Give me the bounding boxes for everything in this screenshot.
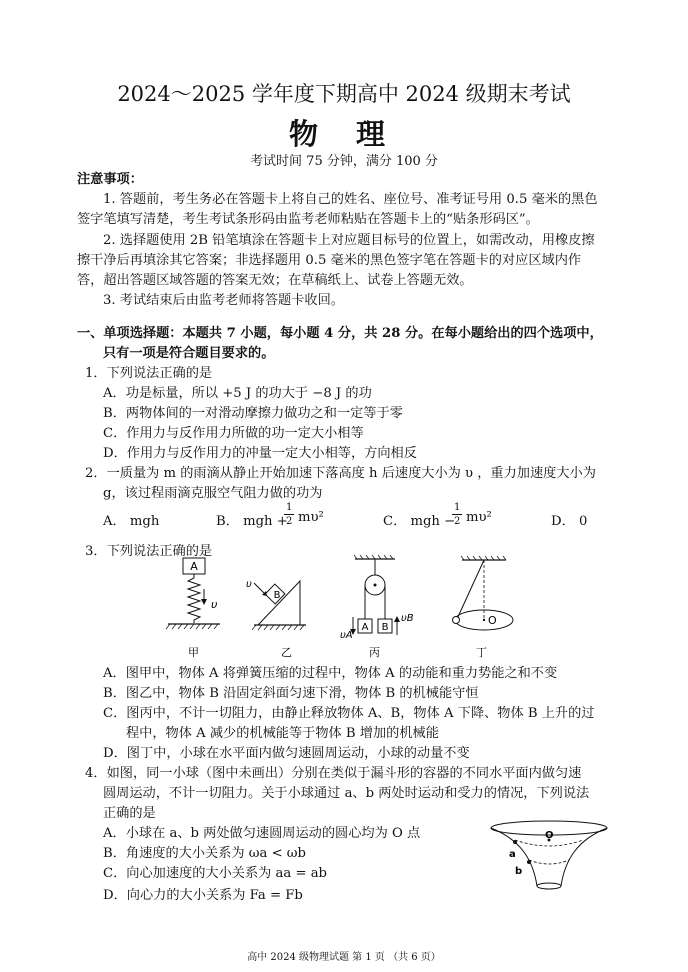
figure-caption: 丙	[369, 646, 380, 659]
section-heading-cont: 只有一项是符合题目要求的。	[103, 346, 275, 361]
q2-option-b-post: mυ²	[298, 510, 324, 525]
q2-option-d: D． 0	[551, 514, 588, 529]
q4-option-b: B．角速度的大小关系为 ωa < ωb	[103, 846, 307, 861]
q1-option-a: A．功是标量，所以 +5 J 的功大于 −8 J 的功	[103, 386, 372, 401]
q3-option-c-cont: 程中，物体 A 减少的机械能等于物体 B 增加的机械能	[126, 726, 439, 741]
exam-time-info: 考试时间 75 分钟，满分 100 分	[250, 154, 438, 169]
pulley-axle	[374, 584, 377, 587]
notice-heading: 注意事项：	[77, 172, 143, 187]
block-b-label: B	[381, 622, 389, 633]
notice-line: 擦干净后再填涂其它答案；非选择题用 0.5 毫米的黑色签字笔在答题卡的对应区域内作	[77, 253, 582, 268]
q1-stem: 1．下列说法正确的是	[85, 366, 213, 381]
q3-option-c: C．图丙中，不计一切阻力，由静止释放物体 A、B，物体 A 下降、物体 B 上升的过	[103, 706, 595, 721]
q2-option-c-pre: C． mgh −	[383, 514, 456, 529]
q2-fraction-numerator: 1	[286, 502, 293, 513]
center-label: O	[545, 830, 554, 841]
ground-hatch	[252, 625, 304, 630]
section-heading: 一、单项选择题：本题共 7 小题，每小题 4 分，共 28 分。在每小题给出的四个选项中，	[77, 326, 603, 341]
q1-option-c: C．作用力与反作用力所做的功一定大小相等	[103, 426, 364, 441]
exam-title: 2024～2025 学年度下期高中 2024 级期末考试	[117, 82, 571, 106]
notice-line: 答，超出答题区域答题的答案无效；在草稿纸上、试卷上答题无效。	[77, 273, 473, 288]
q4-option-c: C．向心加速度的大小关系为 aa = ab	[103, 866, 327, 881]
notice-line: 3. 考试结束后由监考老师将答题卡收回。	[103, 293, 344, 308]
notice-line: 2. 选择题使用 2B 铅笔填涂在答题卡上对应题目标号的位置上，如需改动，用橡皮擦	[103, 233, 595, 248]
q3-option-d: D．图丁中，小球在水平面内做匀速圆周运动，小球的动量不变	[103, 746, 470, 761]
figure-jia	[166, 558, 220, 659]
q4-stem-cont: 正确的是	[103, 806, 156, 821]
figure-caption: 甲	[188, 646, 199, 659]
q4-funnel-figure	[485, 818, 625, 898]
point-a-label: a	[509, 849, 516, 860]
arrow-head-icon	[201, 599, 207, 605]
q3-figures	[150, 553, 530, 663]
q2-stem-cont: g，该过程雨滴克服空气阻力做的功为	[103, 486, 323, 501]
figure-yi	[246, 579, 306, 659]
velocity-b-label: υB	[401, 613, 414, 624]
q2-fraction-denominator: 2	[286, 516, 293, 527]
figure-caption: 丁	[476, 646, 487, 659]
q1-option-d: D．作用力与反作用力的冲量一定大小相等，方向相反	[103, 446, 417, 461]
point-a	[513, 840, 517, 844]
point-b	[527, 860, 531, 864]
velocity-label: υ	[246, 579, 252, 590]
velocity-label: υ	[211, 598, 218, 611]
subject-title: 物 理	[288, 117, 400, 151]
center-point	[483, 619, 485, 621]
ball	[453, 617, 460, 624]
q4-option-a: A．小球在 a、b 两处做匀速圆周运动的圆心均为 O 点	[103, 826, 421, 841]
q1-option-b: B．两物体间的一对滑动摩擦力做功之和一定等于零	[103, 406, 403, 421]
q2-option-b-pre: B． mgh +	[216, 514, 288, 529]
q3-stem: 3．下列说法正确的是	[85, 544, 213, 559]
spring	[188, 574, 200, 623]
arrow-head-icon	[394, 616, 400, 622]
velocity-a-label: υA	[340, 630, 353, 641]
funnel-wall-right	[561, 828, 607, 886]
block-a-label: A	[190, 560, 198, 573]
point-b-label: b	[515, 866, 523, 877]
ground-hatch	[166, 624, 218, 629]
block-a-label: A	[361, 622, 369, 633]
q2-stem: 2．一质量为 m 的雨滴从静止开始加速下落高度 h 后速度大小为 υ ，重力加速度大小为	[85, 466, 596, 481]
q3-option-a: A．图甲中，物体 A 将弹簧压缩的过程中，物体 A 的动能和重力势能之和不变	[103, 666, 558, 681]
figure-bing	[340, 555, 414, 659]
q2-option-c-post: mυ²	[466, 510, 492, 525]
notice-line: 签字笔填写清楚，考生考试条形码由监考老师粘贴在答题卡上的“贴条形码区”。	[77, 212, 539, 227]
q4-stem: 4．如图，同一小球（图中未画出）分别在类似于漏斗形的容器的不同水平面内做匀速	[85, 766, 582, 781]
center-label: O	[488, 614, 497, 627]
q2-fraction-numerator: 1	[454, 502, 461, 513]
figure-ding	[453, 556, 514, 659]
q2-option-a: A． mgh	[103, 514, 160, 529]
q3-option-b: B．图乙中，物体 B 沿固定斜面匀速下滑，物体 B 的机械能守恒	[103, 686, 479, 701]
funnel-bottom	[537, 883, 561, 889]
page-footer: 高中 2024 级物理试题 第 1 页 （共 6 页）	[247, 952, 441, 963]
notice-line: 1. 答题前，考生务必在答题卡上将自己的姓名、座位号、准考证号用 0.5 毫米的黑色	[103, 192, 598, 207]
block-b-label: B	[273, 590, 281, 601]
fraction-bar	[284, 514, 294, 515]
q4-stem-cont: 圆周运动，不计一切阻力。关于小球通过 a、b 两处时运动和受力的情况，下列说法	[103, 786, 590, 801]
q4-option-d: D．向心力的大小关系为 Fa = Fb	[103, 888, 303, 903]
orbit-b	[529, 860, 569, 864]
figure-caption: 乙	[281, 646, 292, 659]
fraction-bar	[452, 514, 462, 515]
q2-fraction-denominator: 2	[454, 516, 461, 527]
